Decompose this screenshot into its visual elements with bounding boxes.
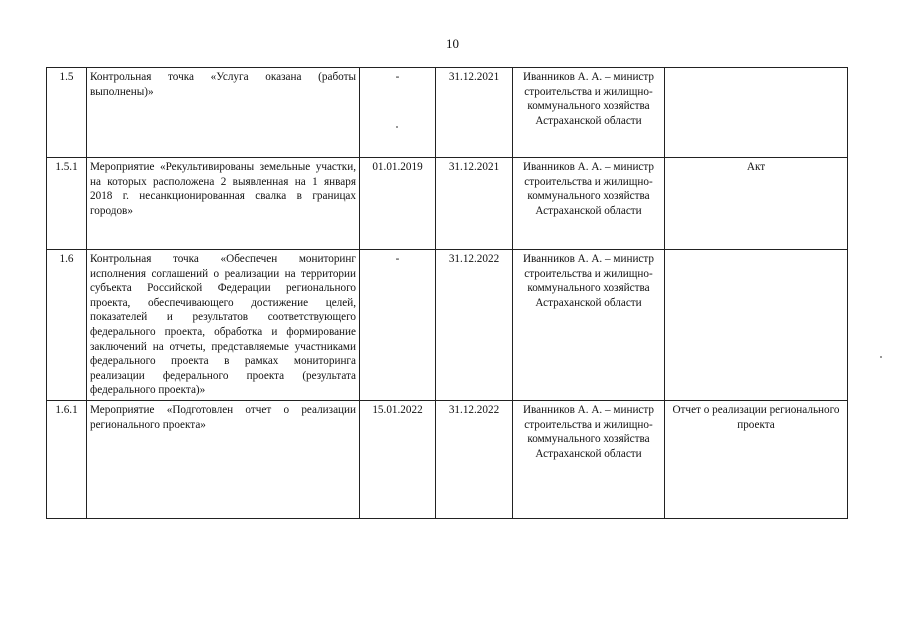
row-end-date: 31.12.2021 bbox=[436, 158, 513, 250]
row-end-date: 31.12.2021 bbox=[436, 68, 513, 158]
row-name bbox=[87, 158, 360, 250]
scan-speck bbox=[396, 126, 398, 128]
row-start-date: - bbox=[360, 250, 436, 401]
row-responsible: Иванников А. А. – министр строительства и жилищно-коммунального хозяйства Астраханской области bbox=[513, 68, 665, 158]
row-end-date: 31.12.2022 bbox=[436, 400, 513, 518]
row-result: Отчет о реализации регионального проекта bbox=[665, 400, 848, 518]
row-name bbox=[87, 250, 360, 401]
row-start-date: 01.01.2019 bbox=[360, 158, 436, 250]
row-result: Акт bbox=[665, 158, 848, 250]
row-name-text: Контрольная точка «Услуга оказана (работы выполнены)» bbox=[90, 71, 356, 98]
scan-speck bbox=[880, 356, 882, 358]
table-row bbox=[47, 400, 848, 518]
row-end-date: 31.12.2022 bbox=[436, 250, 513, 401]
row-name-text: Мероприятие «Рекультивированы земельные участки, на которых расположена 2 выявленная на 1 января 2018 г. несанкционированная свалка в границах городов» bbox=[90, 161, 356, 217]
table-row bbox=[47, 250, 848, 401]
row-number: 1.5 bbox=[47, 68, 87, 158]
table-row bbox=[47, 158, 848, 250]
row-start-date: - bbox=[360, 68, 436, 158]
row-name-text: Мероприятие «Подготовлен отчет о реализации регионального проекта» bbox=[90, 403, 356, 431]
row-name-text: Контрольная точка «Обеспечен мониторинг исполнения соглашений о реализации на территории субъекта Российской Федерации регионального проекта, обеспечивающего достижение целей, показателей и результатов соответствующего федерального проекта, обработка и формирование заключений на отчеты, представляемые участниками федерального проекта в рамках мониторинга реализации федерального проекта (результата федерального проекта)» bbox=[90, 253, 356, 397]
row-number: 1.6.1 bbox=[47, 400, 87, 518]
row-number: 1.5.1 bbox=[47, 158, 87, 250]
page-number: 10 bbox=[446, 36, 459, 51]
table-row bbox=[47, 68, 848, 158]
row-result bbox=[665, 250, 848, 401]
plan-table bbox=[46, 67, 848, 519]
row-result bbox=[665, 68, 848, 158]
row-responsible: Иванников А. А. – министр строительства и жилищно-коммунального хозяйства Астраханской области bbox=[513, 400, 665, 518]
row-responsible: Иванников А. А. – министр строительства и жилищно-коммунального хозяйства Астраханской области bbox=[513, 158, 665, 250]
row-name bbox=[87, 68, 360, 158]
row-start-date: 15.01.2022 bbox=[360, 400, 436, 518]
row-name bbox=[87, 400, 360, 518]
row-number: 1.6 bbox=[47, 250, 87, 401]
row-responsible: Иванников А. А. – министр строительства и жилищно-коммунального хозяйства Астраханской области bbox=[513, 250, 665, 401]
